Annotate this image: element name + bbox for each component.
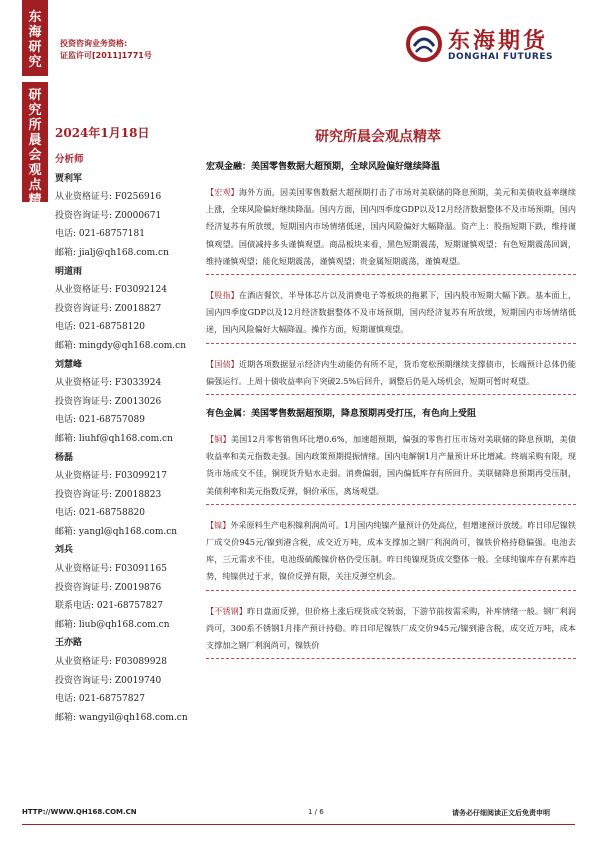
analyst-email[interactable]: 邮箱: yangl@qh168.com.cn <box>55 526 178 537</box>
qualification-line2: 证监许可[2011]1771号 <box>60 51 152 60</box>
analyst-block <box>55 449 197 542</box>
footer-url[interactable]: HTTP://WWW.QH168.COM.CN <box>22 808 137 816</box>
qualification-line1: 投资咨询业务资格: <box>60 39 128 48</box>
analyst-block <box>55 263 197 356</box>
analyst-email[interactable]: 邮箱: jialj@qh168.com.cn <box>55 247 169 258</box>
analyst-info-line: 从业资格证号: F03089928 <box>55 657 167 668</box>
paragraph-tag: 【宏观】 <box>206 187 239 197</box>
analyst-info-line: 从业资格证号: F0256916 <box>55 192 162 203</box>
paragraph-text: 近期各项数据显示经济内生动能仍有所不足，货币宽松预期继续支撑债市，长端预计总体仍能偏强运行。上周十债收益率向下突破2.5%后回升，调整后仍是入场机会，短期可暂时观望。 <box>206 358 576 386</box>
analyst-name: 刘慧峰 <box>55 359 83 370</box>
analyst-info-line: 投资咨询证号: Z0019740 <box>55 675 162 686</box>
analyst-email[interactable]: 邮箱: liub@qh168.com.cn <box>55 619 170 630</box>
paragraph-tag: 【镍】 <box>206 519 231 530</box>
analyst-info-line: 投资咨询证号: Z0019876 <box>55 582 162 593</box>
footer-page-number: 1 / 6 <box>308 808 324 816</box>
analyst-name: 贾利军 <box>55 173 83 184</box>
footer-disclaimer: 请务必仔细阅读正文后免责申明 <box>452 809 550 817</box>
analyst-name: 刘兵 <box>55 545 74 556</box>
section-paragraph <box>206 287 576 344</box>
analyst-info-line: 投资咨询证号: Z0018823 <box>55 489 162 500</box>
paragraph-text: 外采原料生产电积镍利润尚可。1月国内纯镍产量预计仍处高位，但增速预计放缓。昨日印尼镍铁厂成交价945元/镍到港含税，成交近万吨，成本支撑加之钢厂利润尚可，镍铁价格持稳偏强。电池去库，三元需求不佳，电池级硫酸镍价格仍受压制。昨日纯镍现货成交整体一般。全球纯镍库存有累库趋势，纯镍供过于求，镍价反弹有限，关注反弹空机会。 <box>206 519 576 582</box>
brand-side-section-text: 研究所晨会观点精萃 <box>28 88 42 223</box>
logo-mark-icon <box>406 26 442 62</box>
main-content <box>206 160 576 671</box>
analyst-block <box>55 170 197 263</box>
paragraph-text: 美国12月零售销售环比增0.6%，加速超预期，偏强的零售打压市场对美联储的降息预期，美债收益率和美元指数走强。国内政策预期提振情绪。国内电解铜1月产量预计环比增减。终端采购有限，现货市场成交不佳，铜现货升贴水走弱。消费偏弱，国内偏低库存有所回升。美联储降息预期再受压制，美债利率和美元指数反弹，铜价承压，离场观望。 <box>206 434 576 496</box>
report-date: 2024年1月18日 <box>55 126 150 140</box>
analyst-sidebar <box>55 151 197 727</box>
paragraph-text: 昨日盘面反弹，但价格上涨后现货成交转弱，下游节前按需采购，补库情绪一般。钢厂利润尚可，300系不锈钢1月排产预计持稳。昨日印尼镍铁厂成交价945元/镍到港含税，成交近万吨，成本支撑加之钢厂利润尚可，镍铁价 <box>206 605 576 651</box>
analyst-info-line: 投资咨询证号: Z0000671 <box>55 210 162 221</box>
analyst-email[interactable]: 邮箱: mingdy@qh168.com.cn <box>55 340 186 351</box>
analyst-info-line: 电话: 021-68758820 <box>55 508 145 519</box>
company-logo <box>406 22 581 72</box>
analyst-info-line: 电话: 021-68757827 <box>55 694 145 705</box>
qualification <box>60 38 152 62</box>
analyst-block <box>55 356 197 449</box>
analyst-info-line: 从业资格证号: F03099217 <box>55 471 167 482</box>
analyst-block <box>55 541 197 634</box>
paragraph-tag: 【国债】 <box>206 358 239 369</box>
analyst-info-line: 从业资格证号: F03091165 <box>55 564 167 575</box>
brand-side-top-text: 东海研究 <box>28 10 42 70</box>
analyst-block <box>55 634 197 727</box>
analyst-info-line: 电话: 021-68757181 <box>55 229 145 240</box>
analyst-info-line: 电话: 021-68757089 <box>55 415 145 426</box>
brand-side-band-top <box>22 0 48 76</box>
analyst-info-line: 从业资格证号: F03092124 <box>55 285 167 296</box>
logo-cn-text: 东海期货 <box>448 29 549 54</box>
section-title: 有色金属：美国零售数据超预期，降息预期再受打压，有色向上受阻 <box>206 409 477 420</box>
analyst-name: 王亦路 <box>55 638 83 649</box>
section-paragraph <box>206 356 576 395</box>
logo-en-text: DONGHAI FUTURES <box>448 52 553 62</box>
analyst-info-line: 电话: 021-68758120 <box>55 322 145 333</box>
section-paragraph <box>206 184 576 275</box>
sections-container <box>206 160 576 659</box>
analyst-info-line: 联系电话: 021-68757827 <box>55 601 163 612</box>
paragraph-text: 海外方面，因美国零售数据大超预期打击了市场对美联储的降息预期，美元和美债收益率继续上涨，全球风险偏好继续降温。国内方面，国内四季度GDP以及12月经济数据整体不及市场预期，国内经济复苏有所放缓，短期国内市场情绪低迷，国内风险偏好大幅降温。资产上：股指短期下跌，维持谨慎观望。国债减持多头谨慎观望。商品板块来看，黑色短期震荡，短期谨慎观望；有色短期震荡回调，维持谨慎观望；能化短期震荡，谨慎观望；贵金属短期震荡，谨慎观望。 <box>206 187 576 266</box>
analyst-info-line: 投资咨询证号: Z0018827 <box>55 303 162 314</box>
paragraph-tag: 【不锈钢】 <box>206 605 248 616</box>
section-paragraph <box>206 517 576 591</box>
brand-side-band-section <box>22 82 48 223</box>
analyst-list <box>55 170 197 728</box>
paragraph-tag: 【铜】 <box>206 434 231 445</box>
paragraph-tag: 【股指】 <box>206 290 239 301</box>
paragraph-text: 在酒店餐饮、半导体芯片以及消费电子等板块的拖累下，国内股市短期大幅下跌。基本面上，国内四季度GDP以及12月经济数据整体不及市场预期，国内经济复苏有所放缓，短期国内市场情绪低迷，国内风险偏好大幅降温。操作方面，短期谨慎观望。 <box>206 290 576 335</box>
analyst-email[interactable]: 邮箱: liuhf@qh168.com.cn <box>55 433 173 444</box>
report-title: 研究所晨会观点精萃 <box>315 129 441 145</box>
analyst-email[interactable]: 邮箱: wangyil@qh168.com.cn <box>55 712 188 723</box>
analyst-label: 分析师 <box>55 154 84 165</box>
section-title: 宏观金融：美国零售数据大超预期，全球风险偏好继续降温 <box>206 162 441 172</box>
analyst-name: 明道雨 <box>55 266 83 277</box>
section-paragraph <box>206 603 576 660</box>
analyst-info-line: 从业资格证号: F3033924 <box>55 378 162 389</box>
analyst-name: 杨磊 <box>55 452 74 463</box>
analyst-info-line: 投资咨询证号: Z0013026 <box>55 396 162 407</box>
footer-divider <box>22 824 575 825</box>
section-paragraph <box>206 431 576 505</box>
